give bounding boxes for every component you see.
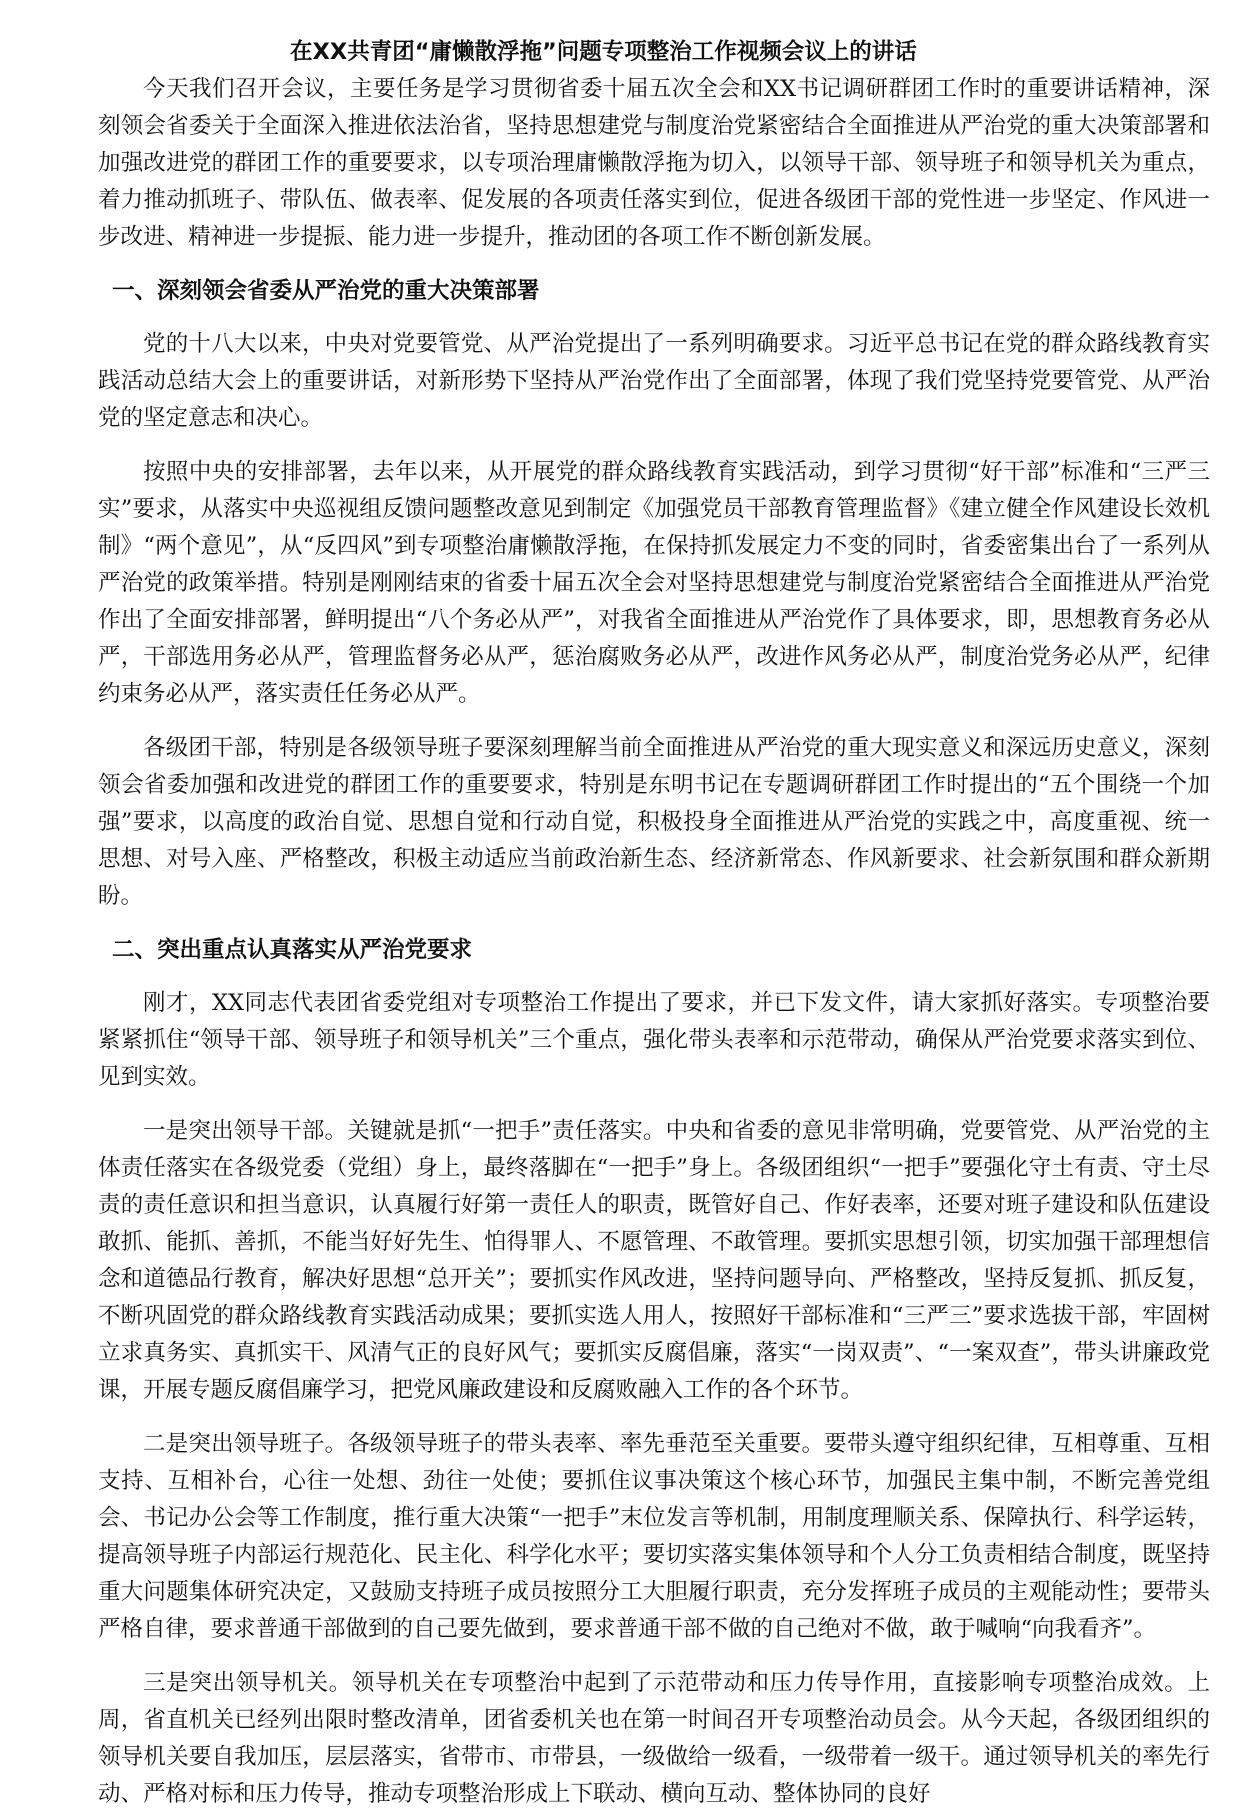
section1-paragraph-2: 按照中央的安排部署，去年以来，从开展党的群众路线教育实践活动，到学习贯彻“好干部”标准和“三严三实”要求，从落实中央巡视组反馈问题整改意见到制定《加强党员干部教育管理监督》《建立健全作风建设长效机制》“两个意见”，从“反四风”到专项整治庸懒散浮拖，在保持抓发展定力不变的同时，省委密集出台了一系列从严治党的政策举措。特别是刚刚结束的省委十届五次全会对坚持思想建党与制度治党紧密结合全面推进从严治党作出了全面安排部署，鲜明提出“八个务必从严”，对我省全面推进从严治党作了具体要求，即，思想教育务必从严，干部选用务必从严，管理监督务必从严，惩治腐败务必从严，改进作风务必从严，制度治党务必从严，纪律约束务必从严，落实责任任务必从严。 xyxy=(98,459,1210,707)
section2-paragraph-4: 三是突出领导机关。领导机关在专项整治中起到了示范带动和压力传导作用，直接影响专项整治成效。上周，省直机关已经列出限时整改清单，团省委机关也在第一时间召开专项整治动员会。从今天起，各级团组织的领导机关要自我加压，层层落实，省带市、市带县，一级做给一级看，一级带着一级干。通过领导机关的率先行动、严格对标和压力传导，推动专项整治形成上下联动、横向互动、整体协同的良好 xyxy=(98,1670,1210,1807)
section1-paragraph-1: 党的十八大以来，中央对党要管党、从严治党提出了一系列明确要求。习近平总书记在党的群众路线教育实践活动总结大会上的重要讲话，对新形势下坚持从严治党作出了全面部署，体现了我们党坚持党要管党、从严治党的坚定意志和决心。 xyxy=(98,331,1210,431)
section2-paragraph-2: 一是突出领导干部。关键就是抓“一把手”责任落实。中央和省委的意见非常明确，党要管党、从严治党的主体责任落实在各级党委（党组）身上，最终落脚在“一把手”身上。各级团组织“一把手”要强化守土有责、守土尽责的责任意识和担当意识，认真履行好第一责任人的职责，既管好自己、作好表率，还要对班子建设和队伍建设敢抓、能抓、善抓，不能当好好先生、怕得罪人、不愿管理、不敢管理。要抓实思想引领，切实加强干部理想信念和道德品行教育，解决好思想“总开关”；要抓实作风改进，坚持问题导向、严格整改，坚持反复抓、抓反复，不断巩固党的群众路线教育实践活动成果；要抓实选人用人，按照好干部标准和“三严三”要求选拔干部，牢固树立求真务实、真抓实干、风清气正的良好风气；要抓实反腐倡廉，落实“一岗双责”、“一案双查”，带头讲廉政党课，开展专题反腐倡廉学习，把党风廉政建设和反腐败融入工作的各个环节。 xyxy=(98,1118,1210,1403)
section2-paragraph-3: 二是突出领导班子。各级领导班子的带头表率、率先垂范至关重要。要带头遵守组织纪律，互相尊重、互相支持、互相补台，心往一处想、劲往一处使；要抓住议事决策这个核心环节，加强民主集中制，不断完善党组会、书记办公会等工作制度，推行重大决策“一把手”末位发言等机制，用制度理顺关系、保障执行、科学运转，提高领导班子内部运行规范化、民主化、科学化水平；要切实落实集体领导和个人分工负责相结合制度，既坚持重大问题集体研究决定，又鼓励支持班子成员按照分工大胆履行职责，充分发挥班子成员的主观能动性；要带头严格自律，要求普通干部做到的自己要先做到，要求普通干部不做的自己绝对不做，敢于喊响“向我看齐”。 xyxy=(98,1431,1210,1642)
section-heading-2 xyxy=(98,932,1210,969)
intro-paragraph: 今天我们召开会议，主要任务是学习贯彻省委十届五次全会和XX书记调研群团工作时的重要讲话精神，深刻领会省委关于全面深入推进依法治省，坚持思想建党与制度治党紧密结合全面推进从严治党的重大决策部署和加强改进党的群团工作的重要要求，以专项治理庸懒散浮拖为切入，以领导干部、领导班子和领导机关为重点，着力推动抓班子、带队伍、做表率、促发展的各项责任落实到位，促进各级团干部的党性进一步坚定、作风进一步改进、精神进一步提振、能力进一步提升，推动团的各项工作不断创新发展。 xyxy=(98,76,1210,250)
section2-paragraph-1: 刚才，XX同志代表团省委党组对专项整治工作提出了要求，并已下发文件，请大家抓好落实。专项整治要紧紧抓住“领导干部、领导班子和领导机关”三个重点，强化带头表率和示范带动，确保从严治党要求落实到位、见到实效。 xyxy=(98,990,1210,1090)
section-heading-2-text: 二、突出重点认真落实从严治党要求 xyxy=(112,937,473,963)
section-heading-1 xyxy=(98,273,1210,310)
section-heading-1-text: 一、深刻领会省委从严治党的重大决策部署 xyxy=(112,278,540,304)
document-title: 在XX共青团“庸懒散浮拖”问题专项整治工作视频会议上的讲话 xyxy=(290,39,917,65)
section1-paragraph-3: 各级团干部，特别是各级领导班子要深刻理解当前全面推进从严治党的重大现实意义和深远历史意义，深刻领会省委加强和改进党的群团工作的重要要求，特别是东明书记在专题调研群团工作时提出的“五个围绕一个加强”要求，以高度的政治自觉、思想自觉和行动自觉，积极投身全面推进从严治党的实践之中，高度重视、统一思想、对号入座、严格整改，积极主动适应当前政治新生态、经济新常态、作风新要求、社会新氛围和群众新期盼。 xyxy=(98,735,1210,909)
